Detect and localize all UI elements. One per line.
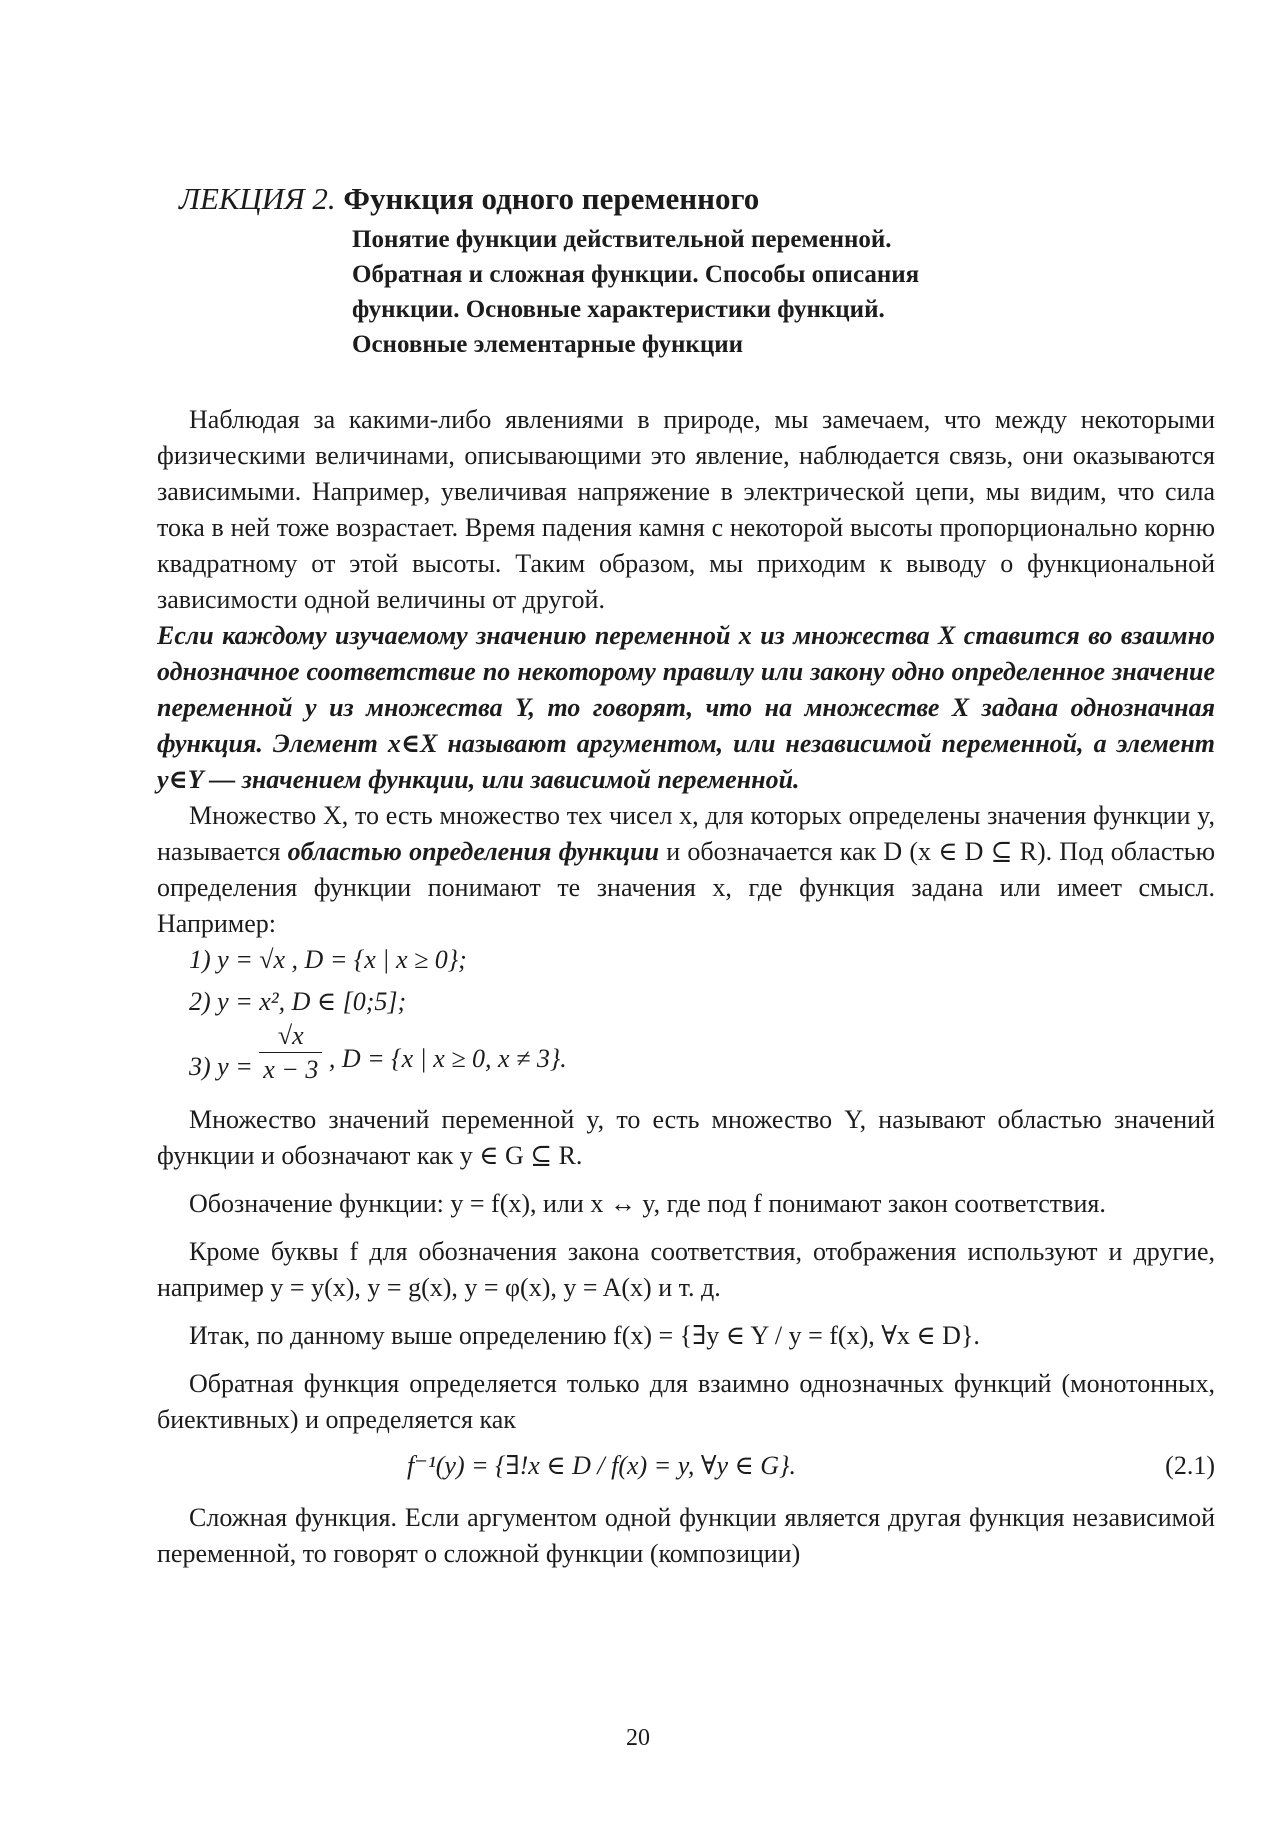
example-1: 1) y = √x , D = {x | x ≥ 0}; [189,945,467,974]
formula-number: (2.1) [1165,1451,1215,1480]
domain-text-2: и обозначается как D (x ∈ D ⊆ R). Под областью определения функции понимают те значения x, где функция задана или имеет смысл. Например: [157,837,1216,938]
intro-paragraph: Наблюдая за какими-либо явлениями в природе, мы замечаем, что между некоторыми физическими величинами, описывающими это явление, наблюдается связь, они оказываются зависимыми. Например, увеличивая напряжение в электрической цепи, мы видим, что сила тока в ней тоже возрастает. Время падения камня с некоторой высоты пропорционально корню квадратному от этой высоты. Таким образом, мы приходим к выводу о функциональной зависимости одной величины от другой. [157,405,1215,614]
formula-expression: f⁻¹(y) = {∃!x ∈ D / f(x) = y, ∀y ∈ G}. [407,1451,796,1480]
lecture-subtitles [352,222,1215,362]
example-2: 2) y = x², D ∈ [0;5]; [189,987,407,1016]
formula-2-1 [157,1448,1215,1484]
fraction-numerator: √x [259,1020,322,1053]
other-letters-paragraph: Кроме буквы f для обозначения закона соответствия, отображения используют и другие, например y = y(x), y = g(x), y = φ(x), y = A(x) и т. д. [157,1237,1215,1302]
domain-text-1: Множество X, то есть множество тех чисел x, для которых определены значения функции y, называется [157,801,1215,866]
page-number: 20 [626,1725,650,1751]
lecture-title: Функция одного переменного [343,181,760,216]
range-paragraph: Множество значений переменной y, то есть множество Y, называют областью значений функции и обозначают как y ∈ G ⊆ R. [157,1105,1215,1170]
lecture-heading [179,180,1215,218]
example-3-fraction [259,1020,322,1087]
domain-paragraph [157,798,1215,942]
lecture-body [157,402,1215,1572]
fraction-denominator: x − 3 [263,1055,319,1084]
notation-paragraph: Обозначение функции: y = f(x), или x ↔ y, где под f понимают закон соответствия. [189,1189,1106,1218]
subtitle-line: функции. Основные характеристики функций. [352,296,885,323]
subtitle-line: Понятие функции действительной переменной. [352,226,892,253]
function-definition: Если каждому изучаемому значению переменной x из множества X ставится во взаимно однозначное соответствие по некоторому правилу или закону одно определенное значение переменной y из множества Y, то говорят, что на множестве X задана однозначная функция. Элемент x∈X называют аргументом, или независимой переменной, а элемент y∈Y — значением функции, или зависимой переменной. [157,621,1215,794]
thus-paragraph: Итак, по данному выше определению f(x) = {∃y ∈ Y / y = f(x), ∀x ∈ D}. [189,1321,980,1350]
subtitle-line: Обратная и сложная функции. Способы описания [352,261,920,288]
subtitle-line: Основные элементарные функции [352,331,744,358]
page-content [157,180,1215,1572]
example-3 [189,1021,1215,1102]
inverse-paragraph: Обратная функция определяется только для взаимно однозначных функций (монотонных, биективных) и определяется как [157,1369,1215,1434]
lecture-label: ЛЕКЦИЯ 2. [179,181,336,216]
example-3-suffix: , D = {x | x ≥ 0, x ≠ 3}. [328,1044,567,1074]
example-3-prefix: 3) y = [189,1052,253,1082]
composite-paragraph: Сложная функция. Если аргументом одной функции является другая функция независимой переменной, то говорят о сложной функции (композиции) [157,1503,1215,1568]
domain-term: областью определения функции [287,837,660,866]
